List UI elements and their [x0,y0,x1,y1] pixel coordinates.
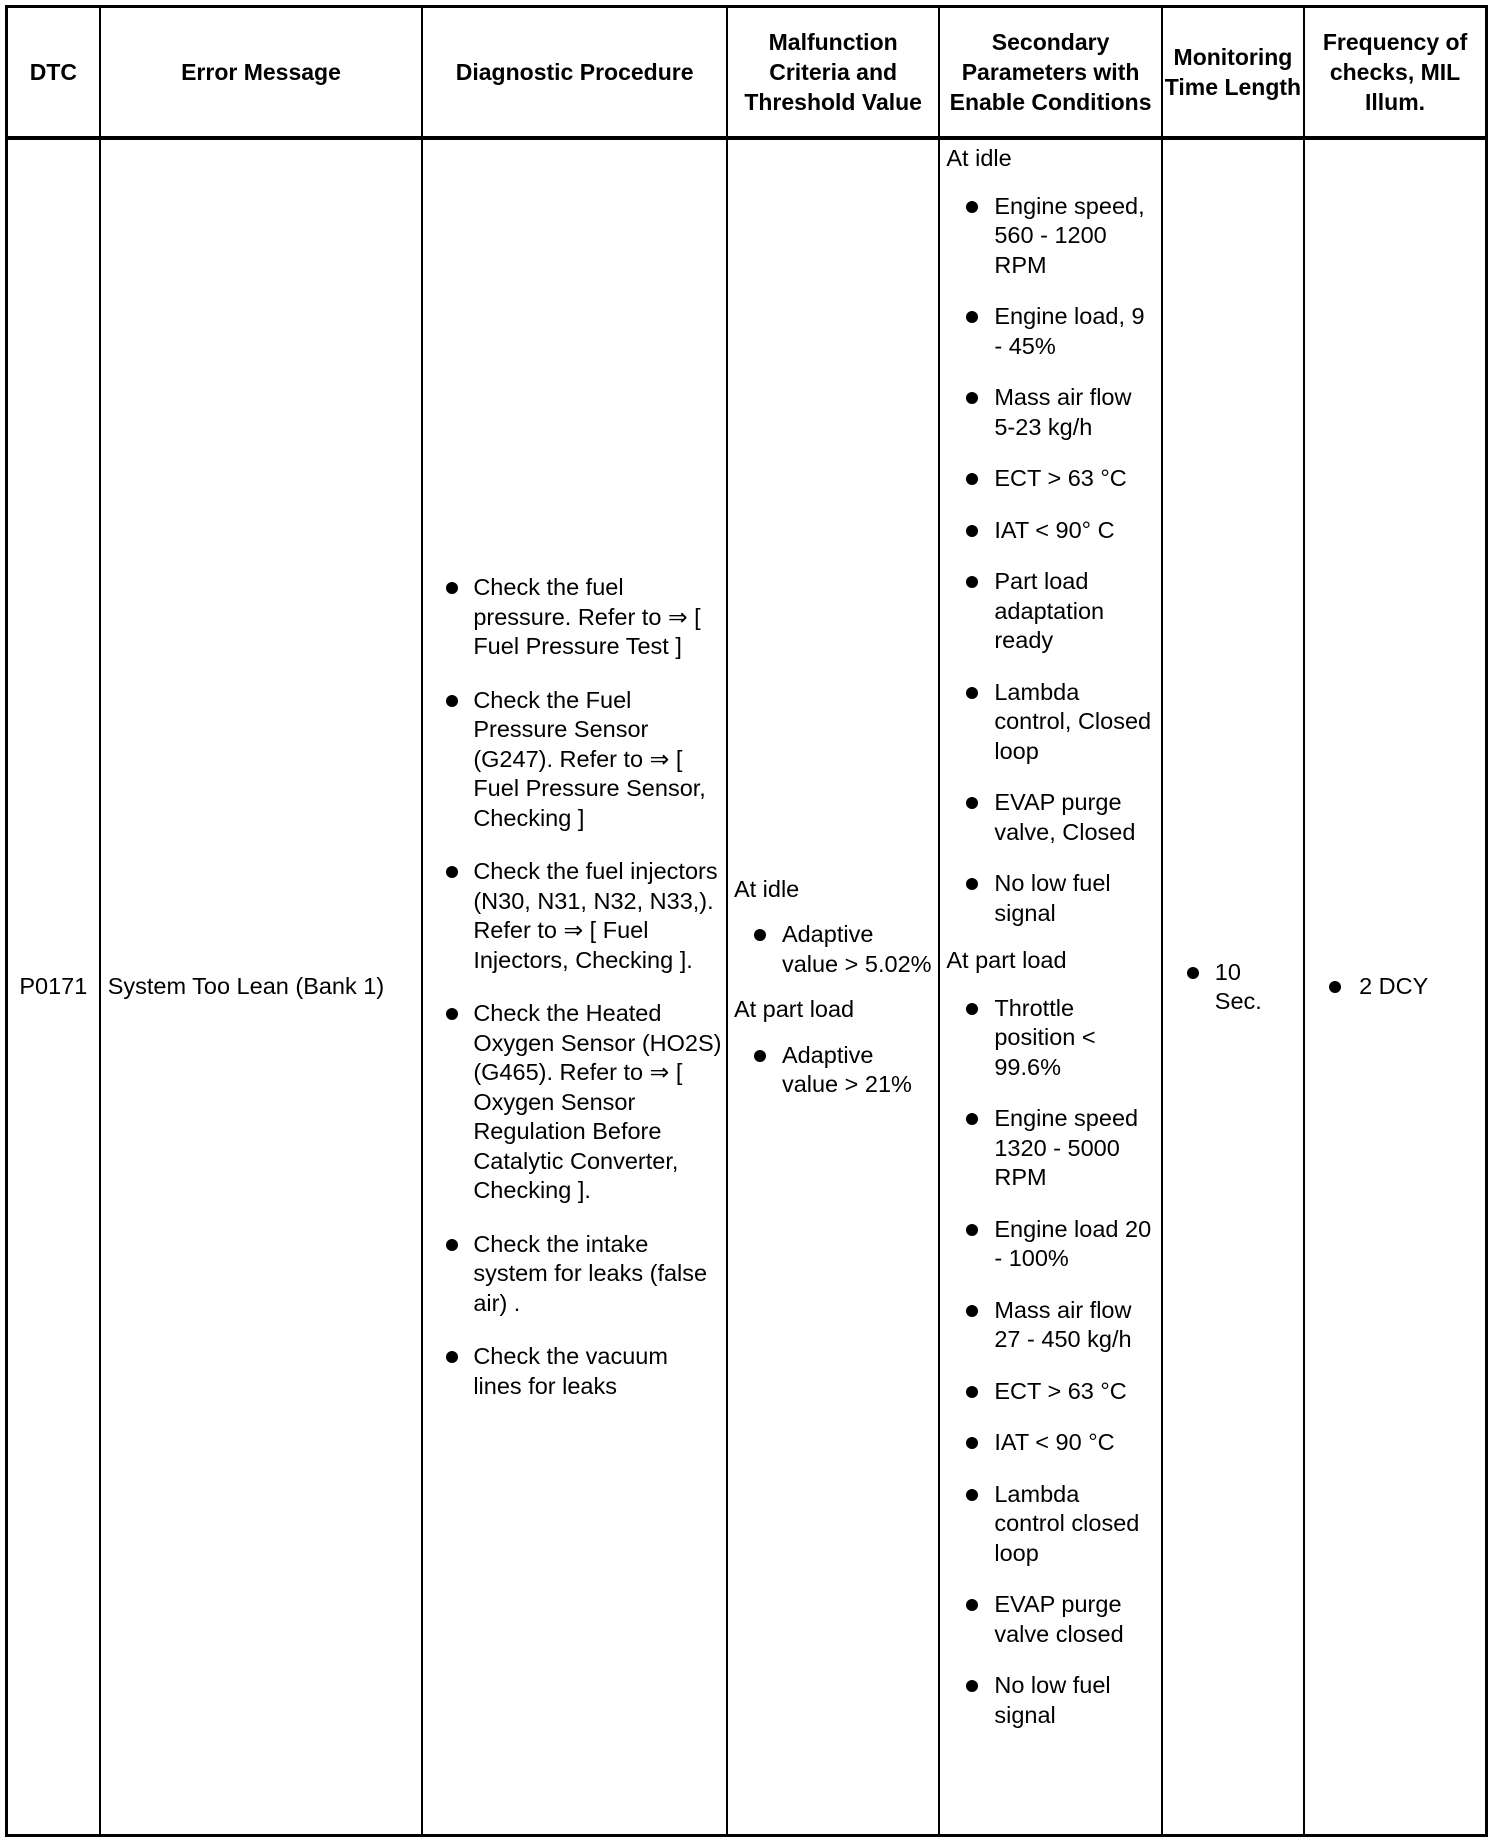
col-header-malfunction-criteria: Malfunction Criteria and Threshold Value [727,7,939,139]
secondary-item: ECT > 63 °C [946,464,1154,494]
criteria-idle-list [734,920,934,979]
secondary-item: Engine speed 1320 - 5000 RPM [946,1104,1154,1193]
frequency-cell [1304,138,1486,1836]
criteria-part-list [734,1041,934,1100]
secondary-item: Engine load, 9 - 45% [946,302,1154,361]
malfunction-criteria-cell [727,138,939,1836]
secondary-item: Engine load 20 - 100% [946,1215,1154,1274]
diagnostic-procedure-cell [422,138,727,1836]
procedure-item: Check the Fuel Pressure Sensor (G247). Refer to ⇒ [ Fuel Pressure Sensor, Checking ] [441,686,722,834]
secondary-item: Part load adaptation ready [946,567,1154,656]
secondary-item: Throttle position < 99.6% [946,994,1154,1083]
secondary-item: Mass air flow 27 - 450 kg/h [946,1296,1154,1355]
frequency-value: 2 DCY [1327,972,1485,1002]
procedure-item: Check the vacuum lines for leaks [441,1342,722,1401]
secondary-parameters-cell [939,138,1161,1836]
procedure-item: Check the Heated Oxygen Sensor (HO2S) (G465). Refer to ⇒ [ Oxygen Sensor Regulation Before Catalytic Converter, Checking ]. [441,999,722,1206]
criteria-item: Adaptive value > 5.02% [734,920,934,979]
secondary-item: EVAP purge valve closed [946,1590,1154,1649]
secondary-item: IAT < 90 °C [946,1428,1154,1458]
secondary-item: IAT < 90° C [946,516,1154,546]
dtc-table [5,5,1488,1837]
procedure-item: Check the fuel injectors (N30, N31, N32, N33,). Refer to ⇒ [ Fuel Injectors, Checking ]. [441,857,722,975]
secondary-item: Mass air flow 5-23 kg/h [946,383,1154,442]
col-header-secondary-parameters: Secondary Parameters with Enable Conditions [939,7,1161,139]
frequency-list [1327,972,1485,1002]
secondary-item: No low fuel signal [946,869,1154,928]
secondary-item: ECT > 63 °C [946,1377,1154,1407]
secondary-item: Lambda control closed loop [946,1480,1154,1569]
col-header-diagnostic-procedure: Diagnostic Procedure [422,7,727,139]
procedure-list [441,573,722,1401]
secondary-part-heading: At part load [946,947,1067,973]
table-row [7,138,1487,1836]
monitoring-time-list [1185,958,1303,1017]
secondary-part-list [946,994,1154,1731]
secondary-item: EVAP purge valve, Closed [946,788,1154,847]
col-header-frequency: Frequency of checks, MIL Illum. [1304,7,1486,139]
col-header-dtc: DTC [7,7,100,139]
secondary-idle-list [946,192,1154,929]
secondary-item: Engine speed, 560 - 1200 RPM [946,192,1154,281]
monitoring-time-value: 10 Sec. [1185,958,1275,1017]
col-header-monitoring-time: Monitoring Time Length [1162,7,1304,139]
secondary-item: No low fuel signal [946,1671,1154,1730]
dtc-code: P0171 [7,138,100,1836]
secondary-idle-heading: At idle [946,145,1012,171]
criteria-item: Adaptive value > 21% [734,1041,934,1100]
monitoring-time-cell [1162,138,1304,1836]
procedure-item: Check the fuel pressure. Refer to ⇒ [ Fuel Pressure Test ] [441,573,722,662]
header-row [7,7,1487,139]
error-message: System Too Lean (Bank 1) [100,138,423,1836]
criteria-idle-heading: At idle [733,875,800,902]
col-header-error-message: Error Message [100,7,423,139]
secondary-item: Lambda control, Closed loop [946,678,1154,767]
criteria-part-heading: At part load [733,996,855,1022]
procedure-item: Check the intake system for leaks (false air) . [441,1230,722,1319]
